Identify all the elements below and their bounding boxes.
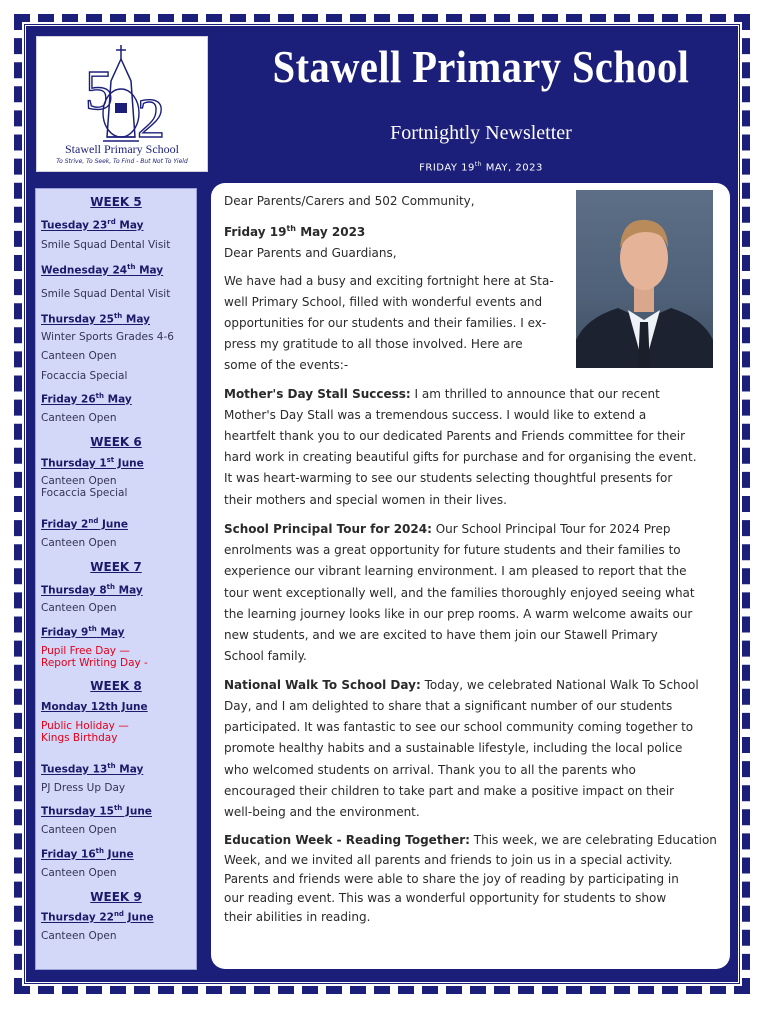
section-line: who welcomed students on arrival. Thank you to all the parents who <box>224 763 636 777</box>
calendar-event: Canteen Open <box>41 824 117 836</box>
section-line: Parents and friends were able to share the joy of reading by participating in <box>224 872 679 886</box>
section-line: Mother's Day Stall was a tremendous success. I would like to extend a <box>224 408 647 422</box>
calendar-day: Friday 16th June <box>41 847 134 861</box>
section-line: hard work in creating beautiful gifts for purchase and for organising the event. <box>224 450 697 464</box>
intro-line: press my gratitude to all those involved. Here are <box>224 337 523 351</box>
section-line: our reading event. This was a wonderful opportunity for students to show <box>224 891 667 905</box>
calendar-day: Tuesday 23rd May <box>41 218 144 232</box>
section-line: well-being and the environment. <box>224 805 420 819</box>
week-heading: WEEK 7 <box>90 560 142 574</box>
calendar-day: Friday 2nd June <box>41 517 129 531</box>
section-line: the learning journey looks like in our prep rooms. A warm welcome awaits our <box>224 607 693 621</box>
intro-line: We have had a busy and exciting fortnight here at Sta- <box>224 274 554 288</box>
section-line: Week, and we invited all parents and friends to join us in a special activity. <box>224 853 673 867</box>
section-line: their mothers and special women in their lives. <box>224 493 507 507</box>
calendar-event: Pupil Free Day — <box>41 645 130 657</box>
newsletter-date: FRIDAY 19th MAY, 2023 <box>419 161 543 174</box>
calendar-day: Thursday 15th June <box>41 804 152 818</box>
calendar-day: Thursday 22nd June <box>41 910 154 924</box>
section-line: School family. <box>224 649 307 663</box>
section-line: promote healthy habits and a sustainable lifestyle, including the local police <box>224 741 683 755</box>
calendar-event: Canteen Open <box>41 350 117 362</box>
section-line: It was heart-warming to see our students selecting thoughtful presents for <box>224 471 673 485</box>
calendar-event: Canteen Open <box>41 475 117 487</box>
calendar-event: Canteen Open <box>41 930 117 942</box>
school-logo <box>36 36 208 172</box>
section-line: tour went exceptionally well, and the families thoroughly enjoyed seeing what <box>224 586 695 600</box>
svg-text:2: 2 <box>137 88 165 150</box>
calendar-event: Canteen Open <box>41 867 117 879</box>
section-principal-tour: School Principal Tour for 2024: Our School Principal Tour for 2024 Prep <box>224 522 671 536</box>
calendar-event: Winter Sports Grades 4-6 <box>41 331 174 343</box>
calendar-event: Canteen Open <box>41 412 117 424</box>
section-education-week: Education Week - Reading Together: This week, we are celebrating Education <box>224 833 717 847</box>
logo-motto: To Strive, To Seek, To Find - But Not To Yield <box>56 158 188 165</box>
calendar-day: Thursday 1st June <box>41 456 144 470</box>
section-line: experience our vibrant learning environment. I am pleased to report that the <box>224 564 687 578</box>
logo-school-name: Stawell Primary School <box>65 142 179 156</box>
section-line: Day, and I am delighted to share that a significant number of our students <box>224 699 673 713</box>
week-heading: WEEK 9 <box>90 890 142 904</box>
section-mothers-day: Mother's Day Stall Success: I am thrilled to announce that our recent <box>224 387 660 401</box>
week-heading: WEEK 6 <box>90 435 142 449</box>
letter-date: Friday 19th May 2023 <box>224 224 366 239</box>
calendar-day: Monday 12th June <box>41 701 148 713</box>
section-line: heartfelt thank you to our dedicated Parents and Friends committee for their <box>224 429 686 443</box>
calendar-sidebar <box>35 188 197 970</box>
calendar-event: Smile Squad Dental Visit <box>41 239 171 251</box>
calendar-day: Tuesday 13th May <box>41 762 144 776</box>
section-line: encouraged their children to take part and make a positive impact on their <box>224 784 675 798</box>
intro-line: opportunities for our students and their families. I ex- <box>224 316 547 330</box>
week-heading: WEEK 8 <box>90 679 142 693</box>
calendar-event: Focaccia Special <box>41 370 128 382</box>
calendar-event: Canteen Open <box>41 537 117 549</box>
calendar-day: Friday 26th May <box>41 392 132 406</box>
intro-line: some of the events:- <box>224 358 349 372</box>
week-heading: WEEK 5 <box>90 195 142 209</box>
calendar-day: Friday 9th May <box>41 625 125 639</box>
newsletter-subtitle: Fortnightly Newsletter <box>390 122 572 144</box>
calendar-event: Canteen Open <box>41 602 117 614</box>
person-portrait-icon <box>576 190 713 368</box>
letter-greeting: Dear Parents/Carers and 502 Community, <box>224 194 475 208</box>
calendar-day: Thursday 25th May <box>41 312 150 326</box>
calendar-day: Wednesday 24th May <box>41 263 164 277</box>
section-line: their abilities in reading. <box>224 910 371 924</box>
section-line: new students, and we are excited to have them join our Stawell Primary <box>224 628 658 642</box>
calendar-event: Smile Squad Dental Visit <box>41 288 171 300</box>
calendar-event: Kings Birthday <box>41 732 118 744</box>
intro-line: well Primary School, filled with wonderful events and <box>224 295 543 309</box>
calendar-day: Thursday 8th May <box>41 583 143 597</box>
principal-photo <box>576 190 713 368</box>
page-title: Stawell Primary School <box>272 41 690 92</box>
section-line: participated. It was fantastic to see our school community coming together to <box>224 720 694 734</box>
letter-salutation: Dear Parents and Guardians, <box>224 246 397 260</box>
calendar-event: Public Holiday — <box>41 720 129 732</box>
section-walk-to-school: National Walk To School Day: Today, we celebrated National Walk To School <box>224 678 699 692</box>
calendar-event: PJ Dress Up Day <box>41 782 126 794</box>
section-line: enrolments was a great opportunity for future students and their families to <box>224 543 681 557</box>
calendar-event: Report Writing Day - <box>41 657 148 669</box>
calendar-event: Focaccia Special <box>41 487 128 499</box>
svg-text:5: 5 <box>85 60 113 122</box>
